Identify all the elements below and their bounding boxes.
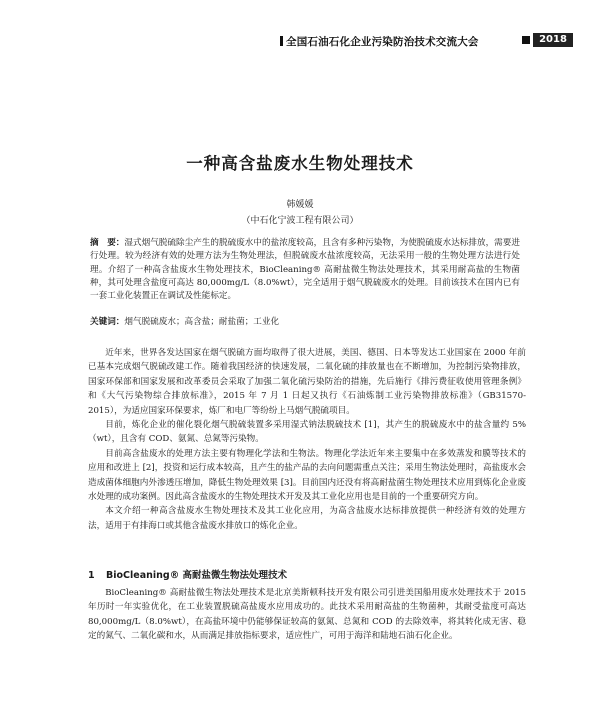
paragraph: 目前高含盐废水的处理方法主要有物理化学法和生物法。物理化学法近年来主要集中在多效蒸发和膜等技术的应用和改进上 [2]，投资和运行成本较高，且产生的盐产品的去向问题需重点关注；采用生物法处理时，高盐废水会造成菌体细胞内外渗透压增加，降低生物处理效果 [3]。目前国内还没有将高耐盐菌生物处理技术应用到炼化企业废水处理的成功案例。因此高含盐废水的生物处理技术开发及其工业化应用也是目前的一个重要研究方向。 bbox=[88, 448, 526, 503]
section-heading bbox=[88, 567, 526, 581]
keywords-text: 烟气脱硫废水；高含盐；耐盐菌；工业化 bbox=[124, 317, 280, 327]
running-header bbox=[0, 0, 600, 60]
abstract-label: 摘 要： bbox=[90, 238, 125, 248]
section-title: BioCleaning® 高耐盐微生物法处理技术 bbox=[106, 570, 287, 581]
header-square-icon bbox=[522, 36, 530, 44]
section-body bbox=[88, 586, 526, 644]
abstract bbox=[90, 237, 520, 303]
section-number: 1 bbox=[88, 570, 95, 581]
paragraph: BioCleaning® 高耐盐微生物法处理技术是北京美斯顿科技开发有限公司引进美国船用废水处理技术于 2015 年历时一年实验优化，在工业装置脱硫高盐废水应用成功的。此技术采用耐高盐的生物菌种，其耐受盐度可高达 80,000mg/L（8.0%wt），在高盐环境中仍能够保证较高的氨氮、总氮和 COD 的去除效率，将其转化成无害、稳定的氮气、二氧化碳和水，从而满足排放指标要求，适应性广，可用于海洋和陆地石油石化企业。 bbox=[88, 588, 526, 642]
paragraph: 近年来，世界各发达国家在烟气脱硫方面均取得了很大进展，美国、德国、日本等发达工业国家在 2000 年前已基本完成烟气脱硫改建工作。随着我国经济的快速发展，二氧化硫的排放量也在不断增加，为控制污染物排放，国家环保部和国家发展和改革委员会采取了加强二氧化硫污染防治的措施，先后施行《排污费征收使用管理条例》和《大气污染物综合排放标准》，2015 年 7 月 1 日起又执行《石油炼制工业污染物排放标准》（GB31570-2015），为适应国家环保要求，炼厂和电厂等纷纷上马烟气脱硫项目。 bbox=[88, 348, 526, 416]
paragraph: 本文介绍一种高含盐废水生物处理技术及其工业化应用，为高含盐废水达标排放提供一种经济有效的处理方法，适用于有排海口或其他含盐废水排放口的炼化企业。 bbox=[88, 506, 526, 531]
paper-title: 一种高含盐废水生物处理技术 bbox=[186, 154, 414, 173]
affiliation: （中石化宁波工程有限公司） bbox=[241, 216, 359, 226]
keywords bbox=[90, 315, 520, 327]
keywords-label: 关键词： bbox=[90, 317, 125, 327]
conference-name: 全国石油石化企业污染防治技术交流大会 bbox=[286, 36, 479, 48]
header-bar-icon bbox=[280, 36, 283, 46]
body-text bbox=[88, 346, 526, 533]
abstract-text: 湿式烟气脱硫除尘产生的脱硫废水中的盐浓度较高，且含有多种污染物，为使脱硫废水达标排放，需要进行处理。较为经济有效的处理方法为生物处理法，但脱硫废水盐浓度较高，无法采用一般的生物处理方法进行处理。介绍了一种高含盐废水生物处理技术，BioCleaning® 高耐盐微生物法处理技术，其采用耐高盐的生物菌种，其可处理含盐度可高达 80,000mg/L（8.0%wt），完全适用于烟气脱硫废水的处理。目前该技术在国内已有一套工业化装置正在调试及性能标定。 bbox=[90, 238, 520, 302]
paragraph: 目前，炼化企业的催化裂化烟气脱硫装置多采用湿式钠法脱硫技术 [1]，其产生的脱硫废水中的盐含量约 5%（wt），且含有 COD、氨氮、总氮等污染物。 bbox=[88, 420, 526, 445]
author: 韩媛媛 bbox=[286, 200, 314, 210]
header-year: 2018 bbox=[533, 33, 573, 47]
